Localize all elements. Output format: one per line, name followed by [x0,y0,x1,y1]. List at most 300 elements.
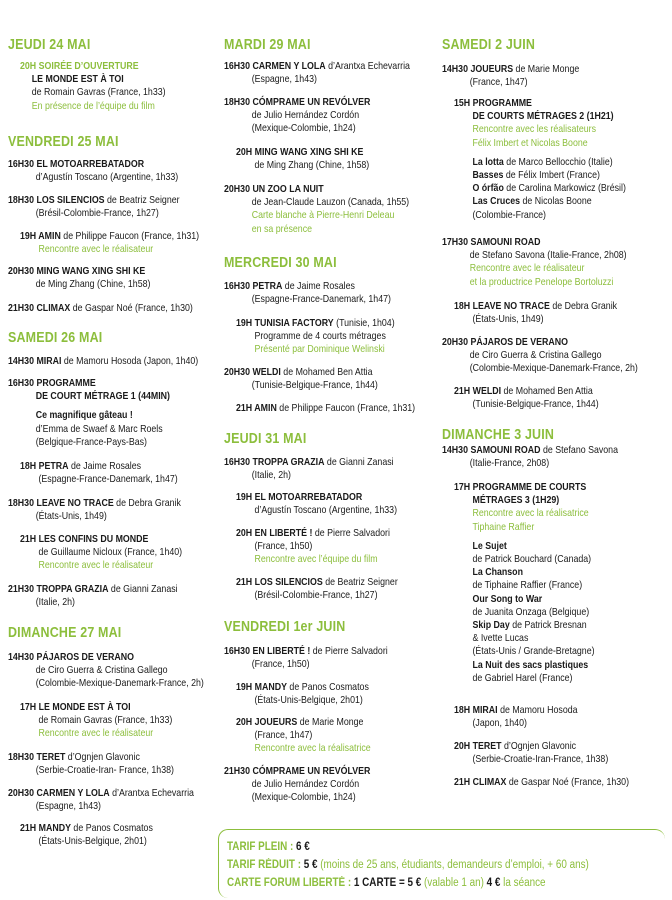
screening-entry [442,236,662,289]
entry-line [224,293,391,306]
entry-line [224,366,378,379]
screening-entry [224,183,444,236]
film-title: Basses [472,169,504,182]
film-title: 16H30 EN LIBERTÉ ! [224,645,311,657]
screening-entry [20,822,178,848]
film-details: d’Agustín Toscano (Argentine, 1h33) [35,171,179,184]
pricing-box [218,829,665,898]
film-details: de Marco Bellocchio (Italie) [503,155,613,168]
film-title: 21H30 CÓMPRAME UN REVÓLVER [224,765,371,777]
film-details: de Julio Hernández Cordón [251,109,360,122]
entry-line [454,593,595,606]
note-text: Présenté par Dominique Welinski [254,343,385,356]
entry-line [224,209,409,222]
film-details: (Italie, 2h) [251,469,291,482]
entry-line [236,330,395,343]
entry-line [236,540,390,553]
note-text: Rencontre avec l’équipe du film [254,553,378,566]
day-heading: MARDI 29 MAI [224,37,311,53]
entry-line [8,423,170,436]
screening-entry [236,317,425,357]
screening-entry [8,787,229,813]
note-text: Carte blanche à Pierre-Henri Deleau [251,209,395,222]
film-title: 19H AMIN [20,230,61,242]
entry-line [20,73,166,86]
tarif-reduit-line [227,858,589,872]
film-title: La Chanson [472,566,523,579]
entry-line [454,704,578,717]
film-title: Le Sujet [472,539,507,552]
entry-line [8,510,181,523]
entry-line [8,677,204,690]
entry-line [224,379,378,392]
film-title: 18H30 LEAVE NO TRACE [8,497,114,509]
screening-entry [224,366,407,392]
tarif-plein-line [227,840,310,854]
film-details: de Nicolas Boone [520,195,592,208]
entry-line [454,97,626,110]
entry-line [236,159,369,172]
carte-forum-value2: 4 € [486,877,501,889]
screening-entry [236,576,429,602]
film-title: 16H30 PETRA [224,280,283,292]
entry-line [20,60,166,73]
film-details: (Italie-France, 2h08) [469,457,550,470]
day-heading: JEUDI 24 MAI [8,37,91,53]
note-text: En présence de l’équipe du film [31,99,155,112]
screening-entry [454,300,648,326]
entry-line [454,606,595,619]
note-text: Tiphaine Raffier [472,520,535,533]
entry-line [442,262,627,275]
film-details: de Stefano Savona [540,444,619,456]
entry-line [224,778,370,791]
film-details: de Panos Cosmatos [286,681,369,693]
entry-line [454,156,626,169]
film-details: de Mohamed Ben Attia [280,366,373,378]
entry-line [224,122,370,135]
screening-entry [236,146,395,172]
entry-line [442,276,627,289]
entry-line [236,527,390,540]
entry-line [236,553,390,566]
entry-line [8,800,194,813]
note-text: 20H SOIRÉE D’OUVERTURE [20,60,139,72]
entry-line [454,209,626,222]
film-title: 21H WELDI [454,385,502,397]
screening-entry [236,681,394,707]
note-text: Rencontre avec la réalisatrice [472,507,589,520]
entry-line [224,469,394,482]
entry-line [8,751,174,764]
screening-entry [442,444,652,470]
entry-line [442,349,638,362]
entry-line [236,694,369,707]
carte-forum-label: CARTE FORUM LIBERTÉ : [227,877,354,889]
carte-forum-value: 1 CARTE = 5 € [353,877,422,889]
screening-entry [20,460,208,486]
film-title: 21H30 CLIMAX [8,302,71,314]
entry-line [20,533,182,546]
film-details: de Ciro Guerra & Cristina Gallego [469,349,602,362]
film-details: (Serbie-Croatie-Iran- France, 1h38) [35,764,174,777]
entry-line [442,457,618,470]
screening-entry [454,97,659,222]
entry-line [454,645,595,658]
screening-entry [8,302,228,315]
entry-line [8,764,174,777]
film-title: 21H30 TROPPA GRAZIA [8,583,109,595]
entry-line [8,171,178,184]
film-title: 19H TUNISIA FACTORY [236,317,334,329]
note-text: Félix Imbert et Nicolas Boone [472,136,588,149]
film-title: La lotta [472,155,504,168]
entry-line [454,672,595,685]
entry-line [454,776,629,789]
entry-line [236,716,371,729]
screening-entry [224,765,398,805]
film-title: 16H30 CARMEN Y LOLA [224,60,326,72]
day-heading: DIMANCHE 3 JUIN [442,427,555,443]
film-details: de Patrick Bouchard (Canada) [472,553,592,566]
screening-entry [20,533,213,573]
entry-line [454,659,595,672]
screening-entry [8,651,241,691]
entry-line [454,717,578,730]
entry-line [454,110,626,123]
entry-line [236,343,395,356]
film-title: 14H30 PÁJAROS DE VERANO [8,651,134,663]
day-heading: JEUDI 31 MAI [224,431,307,447]
film-details: de Pierre Salvadori [312,527,390,539]
day-heading: MERCREDI 30 MAI [224,255,337,271]
entry-line [454,521,595,534]
film-details: (Japon, 1h40) [472,717,527,730]
film-details: (France, 1h47) [469,76,528,89]
entry-line [8,302,193,315]
film-title: 18H30 CÓMPRAME UN REVÓLVER [224,96,371,108]
entry-line [20,727,172,740]
screening-entry [8,194,212,220]
film-title: 20H30 UN ZOO LA NUIT [224,183,324,195]
film-details: de Gianni Zanasi [324,456,394,468]
entry-line [224,765,370,778]
film-details: de Panos Cosmatos [70,822,153,834]
entry-line [454,313,617,326]
entry-line [8,583,178,596]
entry-line [20,546,182,559]
entry-line [8,497,181,510]
entry-line [454,398,599,411]
entry-line [236,576,398,589]
entry-line [20,243,199,256]
entry-line [454,300,617,313]
screening-entry [442,336,672,376]
entry-line [224,196,409,209]
entry-line [454,169,626,182]
film-details: de Julio Hernández Cordón [251,778,360,791]
entry-line [454,507,595,520]
entry-line [8,651,204,664]
entry-line [236,491,397,504]
screening-entry [224,60,445,86]
film-details: de Pierre Salvadori [310,645,388,657]
screening-entry [20,701,201,741]
entry-line [20,86,166,99]
screening-entry [8,158,211,184]
film-details: (Tunisie-Belgique-France, 1h44) [472,398,599,411]
film-details: (États-Unis-Belgique, 2h01) [38,835,147,848]
film-title: 16H30 PROGRAMME [8,377,96,389]
entry-line [20,835,153,848]
film-title: 20H30 WELDI [224,366,281,378]
entry-line [224,183,409,196]
entry-line [20,460,178,473]
entry-line [224,645,388,658]
film-title: Skip Day [472,619,510,632]
entry-line [224,456,394,469]
carte-forum-note: (valable 1 an) [421,877,487,889]
entry-line [454,182,626,195]
film-details: de Mamoru Hosoda (Japon, 1h40) [61,355,199,367]
entry-line [8,664,204,677]
entry-line [8,409,170,422]
screening-entry [224,96,398,136]
entry-line [442,76,579,89]
entry-line [454,540,595,553]
film-details: (Espagne-France-Danemark, 1h47) [251,293,391,306]
film-details: de Patrick Bresnan [509,619,587,632]
entry-line [442,249,627,262]
film-title: DE COURTS MÉTRAGES 2 (1H21) [472,110,614,123]
film-title: Las Cruces [472,195,521,208]
entry-line [8,278,150,291]
entry-line [454,566,595,579]
film-details: (Tunisie, 1h04) [333,317,395,329]
film-details: de Guillaume Nicloux (France, 1h40) [38,546,183,559]
film-title: MÉTRAGES 3 (1H29) [472,494,560,507]
entry-line [224,223,409,236]
film-details: (Italie, 2h) [35,596,75,609]
note-text: et la productrice Penelope Bortoluzzi [469,275,614,288]
film-details: de Jean-Claude Lauzon (Canada, 1h55) [251,196,410,209]
film-title: 18H30 TERET [8,751,66,763]
film-details: de Debra Granik [113,497,181,509]
screening-entry [224,456,426,482]
entry-line [454,123,626,136]
film-title: 20H MING WANG XING SHI KE [236,146,364,158]
entry-line [8,194,180,207]
film-details: de Mohamed Ben Attia [501,385,593,397]
film-details: (Espagne, 1h43) [251,73,317,86]
entry-line [454,740,608,753]
note-text: en sa présence [251,222,313,235]
film-title: LE MONDE EST À TOI [31,73,124,86]
screening-entry [454,740,638,766]
entry-line [20,230,199,243]
entry-line [8,158,178,171]
screening-entry [224,645,419,671]
entry-line [454,753,608,766]
tarif-reduit-value: 5 € [303,859,318,871]
film-details: de Romain Gavras (France, 1h33) [38,714,173,727]
note-text: Rencontre avec le réalisateur [38,559,154,572]
screening-entry [8,497,214,523]
screening-entry [20,230,233,256]
film-details: (Belgique-France-Pays-Bas) [35,435,147,448]
entry-line [454,385,599,398]
film-details: de Romain Gavras (France, 1h33) [31,86,166,99]
screening-entry [454,385,626,411]
entry-line [454,481,595,494]
film-details: de Beatriz Seigner [322,576,398,588]
entry-line [236,504,397,517]
film-title: 20H JOUEURS [236,716,298,728]
note-text: Rencontre avec la réalisatrice [254,742,371,755]
film-title: 16H30 TROPPA GRAZIA [224,456,325,468]
entry-line [236,681,369,694]
carte-forum-line [227,876,546,890]
film-title: Ce magnifique gâteau ! [35,409,133,422]
film-title: 14H30 MIRAI [8,355,62,367]
film-title: 14H30 JOUEURS [442,63,514,75]
film-details: de Philippe Faucon (France, 1h31) [276,402,416,414]
film-title: 19H MANDY [236,681,287,693]
entry-line [442,362,638,375]
film-details: de Gaspar Noé (France, 1h30) [70,302,193,314]
screening-entry [224,280,423,306]
day-heading [224,618,345,636]
screening-entry [20,60,193,113]
film-title: La Nuit des sacs plastiques [472,658,589,671]
tarif-plein-value: 6 € [296,841,310,853]
entry-line [236,402,415,415]
day-heading: VENDREDI 25 MAI [8,134,119,150]
tarif-reduit-note: (moins de 25 ans, étudiants, demandeurs d’emploi, + 60 ans) [317,859,589,871]
entry-line [442,63,579,76]
note-text: Rencontre avec le réalisateur [38,727,154,740]
film-details: (États-Unis, 1h49) [35,510,107,523]
screening-entry [454,776,662,789]
film-details: d’Emma de Swaef & Marc Roels [35,422,163,435]
entry-line [8,436,170,449]
film-title: 14H30 SAMOUNI ROAD [442,444,541,456]
film-details: (Serbie-Croatie-Iran-France, 1h38) [472,753,609,766]
film-title: 21H CLIMAX [454,776,507,788]
film-details: de Carolina Markowicz (Brésil) [503,182,626,195]
film-details: (États-Unis, 1h49) [472,313,544,326]
note-text: Rencontre avec le réalisateur [469,262,585,275]
screening-entry [442,63,605,89]
entry-line [224,658,388,671]
screening-entry [236,491,428,517]
film-details: (France, 1h50) [251,658,310,671]
entry-line [8,787,194,800]
film-title: 20H EN LIBERTÉ ! [236,527,313,539]
film-details: (États-Unis / Grande-Bretagne) [472,645,595,658]
film-details: de Marie Monge [297,716,364,728]
film-details: (France, 1h50) [254,540,313,553]
screening-entry [8,265,178,291]
film-title: 17H30 SAMOUNI ROAD [442,236,541,248]
film-title: 20H30 CARMEN Y LOLA [8,787,110,799]
film-title: 17H LE MONDE EST À TOI [20,701,131,713]
screening-entry [236,402,449,415]
film-title: 21H AMIN [236,402,277,414]
entry-line [442,236,627,249]
entry-line [8,265,150,278]
film-details: Programme de 4 courts métrages [254,330,386,343]
film-details: de Marie Monge [513,63,580,75]
entry-line [8,596,178,609]
film-details: (Colombie-Mexique-Danemark-France, 2h) [35,677,204,690]
film-title: 17H PROGRAMME DE COURTS [454,481,587,493]
day-heading: DIMANCHE 27 MAI [8,625,122,641]
film-title: 18H MIRAI [454,704,498,716]
film-details: de Jaime Rosales [282,280,355,292]
entry-line [454,553,595,566]
film-details: d’Ognjen Glavonic [501,740,577,752]
day-heading: SAMEDI 2 JUIN [442,37,536,53]
film-details: (Tunisie-Belgique-France, 1h44) [251,379,378,392]
film-details: de Gabriel Harel (France) [472,671,573,684]
tarif-reduit-label: TARIF RÉDUIT : [227,859,304,871]
entry-line [442,444,618,457]
film-title: 20H30 PÁJAROS DE VERANO [442,336,568,348]
film-details: de Gaspar Noé (France, 1h30) [506,776,630,788]
tarif-plein-label: TARIF PLEIN : [227,841,297,853]
film-details: (Colombie-Mexique-Danemark-France, 2h) [469,362,638,375]
note-text: Rencontre avec les réalisateurs [472,123,597,136]
film-details: (Brésil-Colombie-France, 1h27) [35,207,159,220]
screening-entry [8,751,206,777]
entry-line [236,146,369,159]
film-title: 18H LEAVE NO TRACE [454,300,550,312]
film-details: (Mexique-Colombie, 1h24) [251,122,356,135]
screening-entry [454,704,601,730]
film-details: d’Arantxa Echevarria [109,787,194,799]
film-details: de Mamoru Hosoda [497,704,578,716]
day-heading-text: VENDREDI 1er JUIN [224,619,346,635]
entry-line [224,60,410,73]
entry-line [454,137,626,150]
entry-line [20,559,182,572]
film-details: (Colombie-France) [472,208,547,221]
entry-line [20,701,172,714]
entry-line [442,336,638,349]
note-text: Rencontre avec le réalisateur [38,243,154,256]
entry-line [20,822,153,835]
entry-line [454,494,595,507]
film-title: 21H LES CONFINS DU MONDE [20,533,149,545]
film-title: 18H30 LOS SILENCIOS [8,194,105,206]
film-details: de Debra Granik [549,300,618,312]
entry-line [8,390,170,403]
film-title: 21H MANDY [20,822,71,834]
film-details: de Gianni Zanasi [108,583,178,595]
film-details: d’Arantxa Echevarria [325,60,410,72]
entry-line [224,791,370,804]
screening-entry [236,716,396,756]
film-title: 15H PROGRAMME [454,97,532,109]
screening-entry [8,355,234,368]
entry-line [454,195,626,208]
entry-line [8,377,170,390]
screening-entry [236,527,419,567]
film-details: de Tiphaine Raffier (France) [472,579,583,592]
film-details: (États-Unis-Belgique, 2h01) [254,694,363,707]
film-details: (Brésil-Colombie-France, 1h27) [254,589,378,602]
